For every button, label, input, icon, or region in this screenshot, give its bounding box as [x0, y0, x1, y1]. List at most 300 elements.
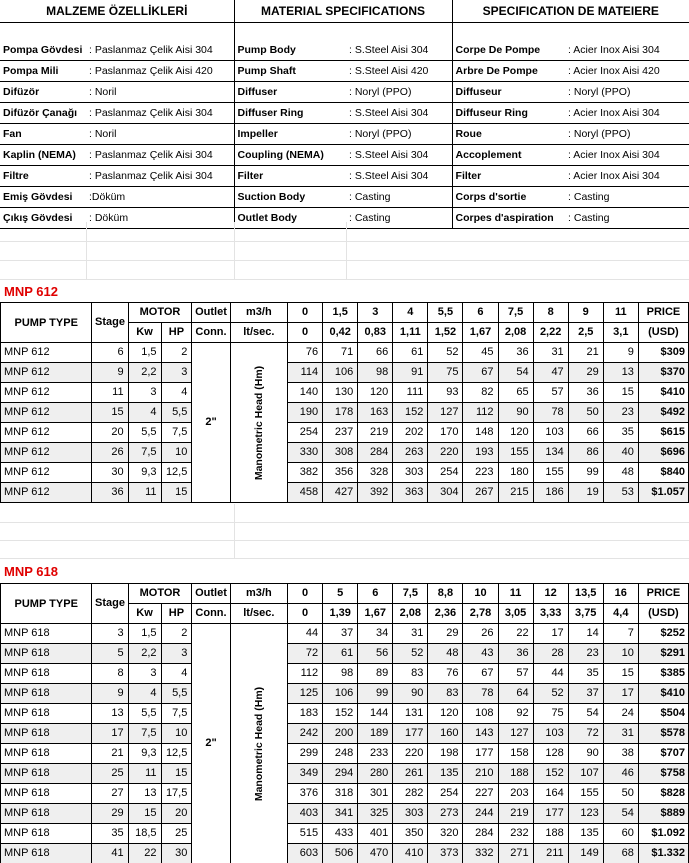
- head-value: 320: [428, 824, 463, 844]
- blank-grid: [0, 222, 689, 280]
- conn-header: Conn.: [192, 604, 230, 624]
- head-value: 90: [568, 744, 603, 764]
- head-value: 90: [393, 684, 428, 704]
- head-value: 190: [288, 403, 323, 423]
- head-value: 248: [323, 744, 358, 764]
- head-value: 123: [568, 804, 603, 824]
- header-french: SPECIFICATION DE MATEIERE: [452, 0, 689, 22]
- kw-value: 4: [128, 403, 161, 423]
- head-value: 149: [568, 844, 603, 863]
- head-value: 60: [603, 824, 638, 844]
- flow-m3h: 8,8: [428, 584, 463, 604]
- flow-lts: 2,5: [568, 323, 603, 343]
- outlet-value: 2": [192, 624, 230, 863]
- head-value: 160: [428, 724, 463, 744]
- hp-value: 3: [161, 644, 192, 664]
- table-row: [1, 724, 689, 744]
- material-value-tr: : Noril: [86, 82, 234, 103]
- price-value: $410: [638, 383, 688, 403]
- stage-value: 13: [92, 704, 128, 724]
- price-value: $696: [638, 443, 688, 463]
- m3h-header: m3/h: [230, 303, 287, 323]
- head-value: 92: [498, 704, 533, 724]
- kw-value: 11: [128, 483, 161, 503]
- table-row: [1, 383, 689, 403]
- head-value: 263: [393, 443, 428, 463]
- head-value: 76: [288, 343, 323, 363]
- head-value: 193: [463, 443, 498, 463]
- head-value: 52: [393, 644, 428, 664]
- flow-lts: 1,52: [428, 323, 463, 343]
- hp-value: 10: [161, 443, 192, 463]
- table-row: [1, 343, 689, 363]
- head-value: 107: [568, 764, 603, 784]
- pump-name: MNP 618: [1, 644, 92, 664]
- flow-m3h: 5,5: [428, 303, 463, 323]
- head-value: 54: [568, 704, 603, 724]
- head-value: 21: [568, 343, 603, 363]
- material-value-fr: : Noryl (PPO): [565, 82, 689, 103]
- pump-name: MNP 612: [1, 403, 92, 423]
- price-value: $1.332: [638, 844, 688, 863]
- flow-lts: 2,36: [428, 604, 463, 624]
- material-part-fr: Diffuseur: [452, 82, 565, 103]
- manometric-head-label: Manometric Head (Hm): [253, 365, 266, 480]
- head-value: 57: [498, 664, 533, 684]
- table-title-mnp618: MNP 618: [4, 564, 58, 579]
- material-part-fr: Diffuseur Ring: [452, 103, 565, 124]
- flow-lts: 0: [288, 604, 323, 624]
- head-value: 50: [603, 784, 638, 804]
- pump-name: MNP 618: [1, 684, 92, 704]
- material-part-fr: Arbre De Pompe: [452, 61, 565, 82]
- flow-m3h: 9: [568, 303, 603, 323]
- table-row: [1, 624, 689, 644]
- manometric-head-label: Manometric Head (Hm): [253, 686, 266, 801]
- head-value: 83: [393, 664, 428, 684]
- table-row: [1, 363, 689, 383]
- material-part-tr: Filtre: [0, 166, 86, 187]
- head-value: 15: [603, 664, 638, 684]
- kw-header: Kw: [128, 323, 161, 343]
- kw-header: Kw: [128, 604, 161, 624]
- pump-type-label: PUMP TYPE: [14, 597, 78, 610]
- head-value: 203: [498, 784, 533, 804]
- material-value-en: : S.Steel Aisi 304: [346, 40, 452, 61]
- outlet-value: 2": [192, 343, 230, 503]
- material-part-en: Impeller: [234, 124, 346, 145]
- head-value: 43: [463, 644, 498, 664]
- head-value: 31: [603, 724, 638, 744]
- material-part-fr: Filter: [452, 166, 565, 187]
- material-value-fr: : Acier Inox Aisi 304: [565, 166, 689, 187]
- head-value: 134: [533, 443, 568, 463]
- header-english: MATERIAL SPECIFICATIONS: [234, 0, 452, 22]
- kw-value: 7,5: [128, 443, 161, 463]
- head-value: 112: [288, 664, 323, 684]
- head-value: 61: [393, 343, 428, 363]
- head-value: 111: [393, 383, 428, 403]
- kw-value: 9,3: [128, 744, 161, 764]
- material-value-fr: : Acier Inox Aisi 304: [565, 103, 689, 124]
- hp-value: 4: [161, 664, 192, 684]
- flow-m3h: 7,5: [393, 584, 428, 604]
- pump-name: MNP 618: [1, 624, 92, 644]
- table-row: [1, 764, 689, 784]
- head-value: 177: [533, 804, 568, 824]
- kw-value: 7,5: [128, 724, 161, 744]
- price-value: $578: [638, 724, 688, 744]
- table-title-mnp612: MNP 612: [4, 284, 58, 299]
- head-value: 215: [498, 483, 533, 503]
- head-value: 64: [498, 684, 533, 704]
- head-value: 68: [603, 844, 638, 863]
- kw-value: 11: [128, 764, 161, 784]
- material-value-en: : Casting: [346, 187, 452, 208]
- head-value: 78: [533, 403, 568, 423]
- head-value: 103: [533, 423, 568, 443]
- price-value: $504: [638, 704, 688, 724]
- usd-header: (USD): [638, 323, 688, 343]
- motor-header: MOTOR: [128, 584, 192, 604]
- outlet-header: Outlet: [192, 303, 230, 323]
- head-value: 52: [428, 343, 463, 363]
- price-value: $1.092: [638, 824, 688, 844]
- head-value: 86: [568, 443, 603, 463]
- material-part-en: Diffuser Ring: [234, 103, 346, 124]
- kw-value: 9,3: [128, 463, 161, 483]
- material-value-fr: : Acier Inox Aisi 304: [565, 145, 689, 166]
- head-value: 392: [358, 483, 393, 503]
- head-value: 506: [323, 844, 358, 863]
- head-value: 78: [463, 684, 498, 704]
- head-value: 210: [463, 764, 498, 784]
- head-value: 144: [358, 704, 393, 724]
- head-value: 515: [288, 824, 323, 844]
- flow-m3h: 6: [463, 303, 498, 323]
- head-value: 9: [603, 343, 638, 363]
- stage-value: 35: [92, 824, 128, 844]
- head-value: 180: [498, 463, 533, 483]
- head-value: 108: [463, 704, 498, 724]
- material-value-en: : S.Steel Aisi 304: [346, 103, 452, 124]
- head-value: 242: [288, 724, 323, 744]
- price-value: $758: [638, 764, 688, 784]
- material-value-tr: :Döküm: [86, 187, 234, 208]
- head-value: 106: [323, 684, 358, 704]
- material-part-fr: Roue: [452, 124, 565, 145]
- material-part-tr: Difüzör Çanağı: [0, 103, 86, 124]
- material-part-tr: Difüzör: [0, 82, 86, 103]
- material-value-en: : Noryl (PPO): [346, 124, 452, 145]
- material-value-fr: : Noryl (PPO): [565, 124, 689, 145]
- head-value: 36: [498, 343, 533, 363]
- conn-header: Conn.: [192, 323, 230, 343]
- material-value-fr: : Casting: [565, 208, 689, 229]
- usd-header: (USD): [638, 604, 688, 624]
- head-value: 163: [358, 403, 393, 423]
- flow-lts: 2,22: [533, 323, 568, 343]
- stage-value: 11: [92, 383, 128, 403]
- flow-lts: 1,39: [323, 604, 358, 624]
- head-value: 164: [533, 784, 568, 804]
- material-part-fr: Corpe De Pompe: [452, 40, 565, 61]
- head-value: 603: [288, 844, 323, 863]
- hp-value: 15: [161, 483, 192, 503]
- material-row: [0, 40, 689, 61]
- head-value: 301: [358, 784, 393, 804]
- head-value: 37: [568, 684, 603, 704]
- material-part-fr: Corpes d'aspiration: [452, 208, 565, 229]
- pump-name: MNP 618: [1, 744, 92, 764]
- kw-value: 2,2: [128, 644, 161, 664]
- flow-lts: 2,78: [463, 604, 498, 624]
- pump-name: MNP 612: [1, 483, 92, 503]
- head-value: 273: [428, 804, 463, 824]
- hp-value: 25: [161, 824, 192, 844]
- head-value: 189: [358, 724, 393, 744]
- stage-value: 9: [92, 363, 128, 383]
- head-value: 219: [498, 804, 533, 824]
- material-part-fr: Accoplement: [452, 145, 565, 166]
- head-value: 57: [533, 383, 568, 403]
- head-value: 26: [463, 624, 498, 644]
- head-value: 31: [533, 343, 568, 363]
- head-value: 373: [428, 844, 463, 863]
- hp-value: 3: [161, 363, 192, 383]
- pump-table-mnp612: [0, 302, 689, 503]
- flow-lts: 2,08: [498, 323, 533, 343]
- head-value: 219: [358, 423, 393, 443]
- head-value: 24: [603, 704, 638, 724]
- table-row: [1, 684, 689, 704]
- head-value: 177: [393, 724, 428, 744]
- head-value: 76: [428, 664, 463, 684]
- material-row: [0, 187, 689, 208]
- head-value: 211: [533, 844, 568, 863]
- flow-lts: 4,4: [603, 604, 638, 624]
- head-value: 83: [428, 684, 463, 704]
- flow-m3h: 11: [498, 584, 533, 604]
- head-value: 75: [428, 363, 463, 383]
- head-value: 14: [568, 624, 603, 644]
- flow-lts: 0,42: [323, 323, 358, 343]
- kw-value: 5,5: [128, 704, 161, 724]
- head-value: 282: [393, 784, 428, 804]
- head-value: 52: [533, 684, 568, 704]
- head-value: 54: [603, 804, 638, 824]
- stage-value: 27: [92, 784, 128, 804]
- table-row: [1, 664, 689, 684]
- price-value: $889: [638, 804, 688, 824]
- head-value: 186: [533, 483, 568, 503]
- flow-m3h: 0: [288, 584, 323, 604]
- outlet-header: Outlet: [192, 584, 230, 604]
- head-value: 48: [428, 644, 463, 664]
- hp-value: 4: [161, 383, 192, 403]
- head-value: 254: [428, 784, 463, 804]
- material-value-tr: : Paslanmaz Çelik Aisi 304: [86, 40, 234, 61]
- head-value: 120: [358, 383, 393, 403]
- material-value-tr: : Paslanmaz Çelik Aisi 304: [86, 145, 234, 166]
- table-row: [1, 704, 689, 724]
- head-value: 38: [603, 744, 638, 764]
- head-value: 13: [603, 363, 638, 383]
- material-value-fr: : Acier Inox Aisi 420: [565, 61, 689, 82]
- table-row: [1, 784, 689, 804]
- hp-value: 7,5: [161, 704, 192, 724]
- head-value: 40: [603, 443, 638, 463]
- pump-name: MNP 612: [1, 383, 92, 403]
- stage-value: 17: [92, 724, 128, 744]
- head-value: 152: [323, 704, 358, 724]
- material-part-en: Pump Shaft: [234, 61, 346, 82]
- head-value: 271: [498, 844, 533, 863]
- head-value: 155: [533, 463, 568, 483]
- head-value: 112: [463, 403, 498, 423]
- head-value: 35: [568, 664, 603, 684]
- head-value: 433: [323, 824, 358, 844]
- hp-value: 12,5: [161, 744, 192, 764]
- material-part-tr: Çıkış Gövdesi: [0, 208, 86, 229]
- material-part-en: Filter: [234, 166, 346, 187]
- hp-value: 2: [161, 624, 192, 644]
- pump-name: MNP 618: [1, 764, 92, 784]
- head-value: 284: [463, 824, 498, 844]
- head-value: 233: [358, 744, 393, 764]
- stage-value: 29: [92, 804, 128, 824]
- pump-name: MNP 618: [1, 784, 92, 804]
- head-value: 227: [463, 784, 498, 804]
- head-value: 71: [323, 343, 358, 363]
- head-value: 99: [358, 684, 393, 704]
- head-value: 177: [463, 744, 498, 764]
- flow-m3h: 13,5: [568, 584, 603, 604]
- stage-value: 3: [92, 624, 128, 644]
- kw-value: 2,2: [128, 363, 161, 383]
- head-value: 127: [428, 403, 463, 423]
- head-value: 91: [393, 363, 428, 383]
- price-value: $840: [638, 463, 688, 483]
- pump-name: MNP 618: [1, 824, 92, 844]
- head-value: 410: [393, 844, 428, 863]
- head-value: 427: [323, 483, 358, 503]
- head-value: 356: [323, 463, 358, 483]
- head-value: 35: [603, 423, 638, 443]
- head-value: 261: [393, 764, 428, 784]
- stage-header: Stage: [92, 303, 128, 343]
- head-value: 66: [568, 423, 603, 443]
- material-part-fr: Corps d'sortie: [452, 187, 565, 208]
- head-value: 130: [323, 383, 358, 403]
- head-value: 29: [428, 624, 463, 644]
- head-value: 200: [323, 724, 358, 744]
- flow-m3h: 10: [463, 584, 498, 604]
- blank-grid-2: [0, 504, 689, 559]
- material-part-en: Diffuser: [234, 82, 346, 103]
- kw-value: 15: [128, 804, 161, 824]
- stage-value: 41: [92, 844, 128, 863]
- head-value: 17: [603, 684, 638, 704]
- head-value: 90: [498, 403, 533, 423]
- head-value: 382: [288, 463, 323, 483]
- head-value: 458: [288, 483, 323, 503]
- price-header: PRICE: [638, 584, 688, 604]
- hp-value: 10: [161, 724, 192, 744]
- kw-value: 18,5: [128, 824, 161, 844]
- head-value: 34: [358, 624, 393, 644]
- head-value: 303: [393, 463, 428, 483]
- head-value: 75: [533, 704, 568, 724]
- flow-m3h: 16: [603, 584, 638, 604]
- pump-name: MNP 612: [1, 463, 92, 483]
- material-value-en: : S.Steel Aisi 420: [346, 61, 452, 82]
- kw-value: 1,5: [128, 343, 161, 363]
- flow-m3h: 5: [323, 584, 358, 604]
- pump-name: MNP 612: [1, 423, 92, 443]
- head-value: 135: [428, 764, 463, 784]
- head-value: 170: [428, 423, 463, 443]
- head-value: 82: [463, 383, 498, 403]
- table-row: [1, 443, 689, 463]
- head-value: 28: [533, 644, 568, 664]
- head-value: 15: [603, 383, 638, 403]
- table-row: [1, 744, 689, 764]
- flow-m3h: 8: [533, 303, 568, 323]
- flow-lts: 3,1: [603, 323, 638, 343]
- stage-value: 26: [92, 443, 128, 463]
- header-turkish: MALZEME ÖZELLİKLERİ: [0, 0, 234, 22]
- price-value: $492: [638, 403, 688, 423]
- head-value: 36: [568, 383, 603, 403]
- head-value: 72: [288, 644, 323, 664]
- pump-type-label: PUMP TYPE: [14, 316, 78, 329]
- head-value: 120: [428, 704, 463, 724]
- head-value: 72: [568, 724, 603, 744]
- material-row: [0, 82, 689, 103]
- head-value: 220: [428, 443, 463, 463]
- hp-value: 12,5: [161, 463, 192, 483]
- head-value: 341: [323, 804, 358, 824]
- head-value: 66: [358, 343, 393, 363]
- material-row: [0, 145, 689, 166]
- table-header-row: [1, 584, 689, 604]
- hp-value: 15: [161, 764, 192, 784]
- material-value-en: : Noryl (PPO): [346, 82, 452, 103]
- head-value: 46: [603, 764, 638, 784]
- stage-value: 36: [92, 483, 128, 503]
- pump-name: MNP 618: [1, 664, 92, 684]
- head-value: 303: [393, 804, 428, 824]
- pump-name: MNP 618: [1, 804, 92, 824]
- kw-value: 3: [128, 664, 161, 684]
- flow-m3h: 4: [393, 303, 428, 323]
- head-value: 44: [288, 624, 323, 644]
- price-header: PRICE: [638, 303, 688, 323]
- table-row: [1, 423, 689, 443]
- kw-value: 5,5: [128, 423, 161, 443]
- head-value: 178: [323, 403, 358, 423]
- stage-value: 9: [92, 684, 128, 704]
- head-value: 67: [463, 664, 498, 684]
- material-value-tr: : Paslanmaz Çelik Aisi 304: [86, 103, 234, 124]
- flow-lts: 1,67: [358, 604, 393, 624]
- head-value: 155: [568, 784, 603, 804]
- pump-name: MNP 612: [1, 443, 92, 463]
- head-value: 44: [533, 664, 568, 684]
- head-value: 22: [498, 624, 533, 644]
- hp-value: 20: [161, 804, 192, 824]
